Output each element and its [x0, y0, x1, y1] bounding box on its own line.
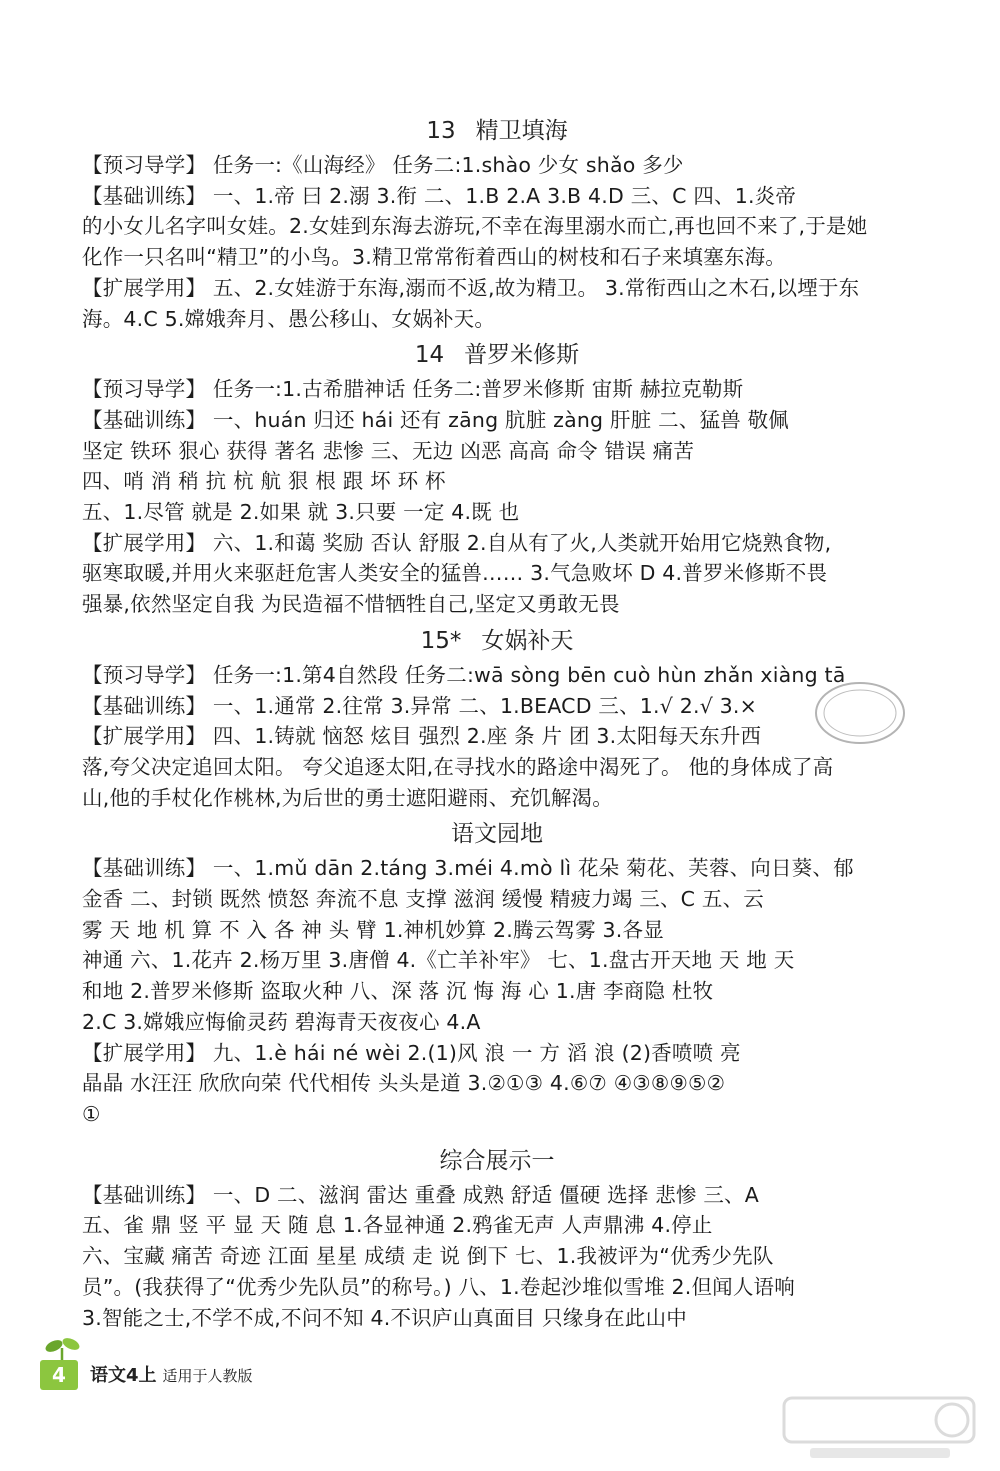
- section-13-line: 的小女儿名字叫女娃。2.女娃到东海去游玩,不幸在海里溺水而亡,再也回不来了,于是她: [82, 214, 868, 239]
- zonghe-line: 员”。(我获得了“优秀少先队员”的称号。) 八、1.卷起沙堆似雪堆 2.但闻人语响: [82, 1274, 795, 1299]
- watermark-logo-icon: [780, 1392, 980, 1464]
- subject-label: 语文4上 适用于人教版: [90, 1365, 253, 1386]
- section-15-line: 山,他的手杖化作桃林,为后世的勇士遮阳避雨、充饥解渴。: [82, 785, 613, 810]
- section-14-line: 驱寒取暖,并用火来驱赶危害人类安全的猛兽…… 3.气急败坏 D 4.普罗米修斯不畏: [82, 561, 828, 586]
- section-title-zonghe: 综合展示一: [439, 1147, 555, 1174]
- section-14-line: 【扩展学用】 六、1.和蔼 奖励 否认 舒服 2.自从有了火,人类就开始用它烧熟食物,: [82, 530, 832, 555]
- answer-page: [82, 110, 912, 1333]
- section-14-line: 五、1.尽管 就是 2.如果 就 3.只要 一定 4.既 也: [82, 500, 520, 525]
- yuandi-line: 神通 六、1.花卉 2.杨万里 3.唐僧 4.《亡羊补牢》 七、1.盘古开天地 天 地 天: [82, 948, 795, 973]
- zonghe-line: 五、雀 鼎 竖 平 显 天 随 息 1.各显神通 2.鸦雀无声 人声鼎沸 4.停止: [82, 1213, 713, 1238]
- zonghe-line: 【基础训练】 一、D 二、滋润 雷达 重叠 成熟 舒适 僵硬 选择 悲惨 三、A: [82, 1182, 759, 1207]
- section-title-14: 14 普罗米修斯: [414, 342, 580, 369]
- yuandi-line: 晶晶 水汪汪 欣欣向荣 代代相传 头头是道 3.②①③ 4.⑥⑦ ④③⑧⑨⑤②: [82, 1071, 726, 1096]
- yuandi-line: 【基础训练】 一、1.mǔ dān 2.táng 3.méi 4.mò lì 花朵 菊花、芙蓉、向日葵、郁: [82, 856, 854, 881]
- yuandi-line: 和地 2.普罗米修斯 盗取火种 八、深 落 沉 悔 海 心 1.唐 李商隐 杜牧: [82, 979, 714, 1004]
- yuandi-line: 金香 二、封锁 既然 愤怒 奔流不息 支撑 滋润 缓慢 精疲力竭 三、C 五、云: [82, 887, 764, 912]
- section-14-line: 【基础训练】 一、huán 归还 hái 还有 zāng 肮脏 zàng 肝脏 二、猛兽 敬佩: [82, 407, 790, 432]
- section-15-line: 【扩展学用】 四、1.铸就 恼怒 炫目 强烈 2.座 条 片 团 3.太阳每天东升西: [82, 724, 762, 749]
- stamp-icon: [812, 678, 908, 748]
- zonghe-line: 3.智能之士,不学不成,不问不知 4.不识庐山真面目 只缘身在此山中: [82, 1305, 687, 1330]
- zonghe-line: 六、宝藏 痛苦 奇迹 江面 星星 成绩 走 说 倒下 七、1.我被评为“优秀少先队: [82, 1244, 774, 1269]
- section-15-line: 【预习导学】 任务一:1.第4自然段 任务二:wā sòng bēn cuò hùn zhǎn xiàng tā: [82, 662, 846, 687]
- spacer: [82, 1130, 912, 1140]
- section-14-line: 强暴,依然坚定自我 为民造福不惜牺牲自己,坚定又勇敢无畏: [82, 592, 620, 617]
- yuandi-line: 雾 天 地 机 算 不 入 各 神 头 臂 1.神机妙算 2.腾云驾雾 3.各显: [82, 917, 664, 942]
- section-14-line: 坚定 铁环 狠心 获得 著名 悲惨 三、无边 凶恶 高高 命令 错误 痛苦: [82, 438, 695, 463]
- section-title-yuwen-yuandi: 语文园地: [451, 821, 543, 848]
- yuandi-line: 2.C 3.嫦娥应悔偷灵药 碧海青天夜夜心 4.A: [82, 1009, 481, 1034]
- section-13-line: 【扩展学用】 五、2.女娃游于东海,溺而不返,故为精卫。 3.常衔西山之木石,以堙于东: [82, 275, 860, 300]
- page-number: 4: [40, 1360, 78, 1390]
- section-13-line: 化作一只名叫“精卫”的小鸟。3.精卫常常衔着西山的树枝和石子来填塞东海。: [82, 245, 786, 270]
- section-13-line: 【预习导学】 任务一:《山海经》 任务二:1.shào 少女 shǎo 多少: [82, 153, 684, 177]
- section-13-line: 【基础训练】 一、1.帝 曰 2.溺 3.衔 二、1.B 2.A 3.B 4.D 三、C 四、1.炎帝: [82, 183, 797, 208]
- yuandi-line: ①: [82, 1101, 101, 1126]
- section-14-line: 四、哨 消 稍 抗 杭 航 狠 根 跟 坏 环 杯: [82, 469, 446, 494]
- section-14-line: 【预习导学】 任务一:1.古希腊神话 任务二:普罗米修斯 宙斯 赫拉克勒斯: [82, 377, 744, 402]
- section-15-line: 【基础训练】 一、1.通常 2.往常 3.异常 二、1.BEACD 三、1.√ 2.√ 3.×: [82, 693, 758, 718]
- section-title-13: 13 精卫填海: [426, 118, 568, 144]
- page-footer: [40, 1336, 340, 1392]
- section-13-line: 海。4.C 5.嫦娥奔月、愚公移山、女娲补天。: [82, 306, 496, 331]
- section-15-line: 落,夸父决定追回太阳。 夸父追逐太阳,在寻找水的路途中渴死了。 他的身体成了高: [82, 754, 834, 779]
- section-title-15: 15* 女娲补天: [420, 627, 574, 654]
- yuandi-line: 【扩展学用】 九、1.è hái né wèi 2.(1)风 浪 一 方 滔 浪 (2)香喷喷 亮: [82, 1040, 741, 1065]
